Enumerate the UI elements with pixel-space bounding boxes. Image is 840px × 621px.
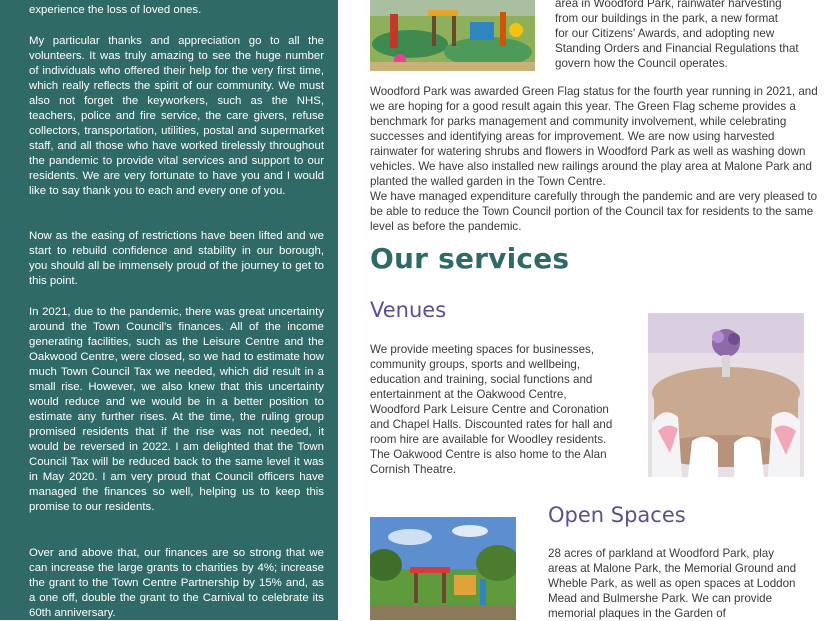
table-setting-photo bbox=[648, 313, 804, 477]
park-play-area-photo bbox=[370, 517, 516, 620]
playground-photo bbox=[370, 0, 535, 71]
top-line-2: for our Citizens' Awards, and adopting new bbox=[555, 27, 775, 40]
our-services-title: Our services bbox=[370, 242, 570, 275]
top-line-3: Standing Orders and Financial Regulations that bbox=[555, 42, 799, 55]
left-paragraph-1: My particular thanks and appreciation go to all the volunteers. It was truly amazing to see the huge number of individuals who offered their help for the very first time, which really reflects the spirit of our community. We must also not forget the keyworkers, such as the NHS, teachers, police and fire service, the care givers, refuse collectors, transportation, utilities, postal and supermarket staff, and all those who have worked tirelessly throughout the pandemic to provide vital services and support to our residents. We are very fortunate to have you and I would like to say thank you to each and every one of you. bbox=[29, 35, 324, 197]
expenditure-paragraph: We have managed expenditure carefully through the pandemic and are very pleased to be able to reduce the Town Council portion of the Council tax for residents to the same level as before the pandemic. bbox=[370, 190, 818, 233]
left-column-panel bbox=[0, 0, 338, 620]
left-paragraph-0: experience the loss of loved ones. bbox=[29, 4, 202, 16]
venues-body: We provide meeting spaces for businesses, community groups, sports and wellbeing, education and training, social functions and entertainment at the Oakwood Centre, Woodford Park Leisure Centre and Coronation and Chapel Halls. Discounted rates for hall and room hire are available for Woodley residents. The Oakwood Centre is also home to the Alan Cornish Theatre. bbox=[370, 343, 613, 476]
open-spaces-body: 28 acres of parkland at Woodford Park, play areas at Malone Park, the Memorial Ground and Wheble Park, as well as open spaces at Loddon Mead and Bulmershe Park. We can provide memorial plaques in the Garden of bbox=[548, 547, 797, 620]
woodford-park-paragraph: Woodford Park was awarded Green Flag status for the fourth year running in 2021, and we are hoping for a good result again this year. The Green Flag scheme provides a benchmark for parks management and community involvement, while celebrating successes and identifying areas for improvement. We are now using harvested rainwater for watering shrubs and flowers in Woodford Park as well as washing down vehicles. We have also installed new railings around the play area at Malone Park and planted the walled garden in the Town Centre. bbox=[370, 85, 818, 188]
top-line-4: govern how the Council operates. bbox=[555, 57, 728, 70]
left-paragraph-4: Over and above that, our finances are so strong that we can increase the large grants to charities by 4%; increase the grant to the Town Centre Partnership by 15% and, as a one off, double the grant to the Carnival to celebrate its 60th anniversary. bbox=[29, 547, 324, 619]
venues-heading: Venues bbox=[370, 298, 447, 322]
top-line-0: area in Woodford Park, rainwater harvesting bbox=[555, 0, 782, 10]
top-line-1: from our buildings in the park, a new format bbox=[555, 12, 778, 25]
left-paragraph-2: Now as the easing of restrictions have been lifted and we start to rebuild confidence and stability in our borough, you should all be immensely proud of the journey to get to this point. bbox=[29, 230, 324, 287]
left-paragraph-3: In 2021, due to the pandemic, there was great uncertainty around the Town Council's finances. All of the income generating facilities, such as the Leisure Centre and the Oakwood Centre, were closed, so we had to estimate how much Town Council Tax we needed, which did result in a small rise. However, we also knew that this uncertainty would reduce and we would be in a better position to estimate any further rises. At the time, the ruling group promised residents that if the rise was not needed, it would be reversed in 2022. I am delighted that the Town Council Tax will be reduced back to the same level it was in May 2020. I am very proud that Council officers have managed the finances so well, helping us to keep this promise to our residents. bbox=[29, 306, 324, 513]
open-spaces-heading: Open Spaces bbox=[548, 503, 686, 527]
